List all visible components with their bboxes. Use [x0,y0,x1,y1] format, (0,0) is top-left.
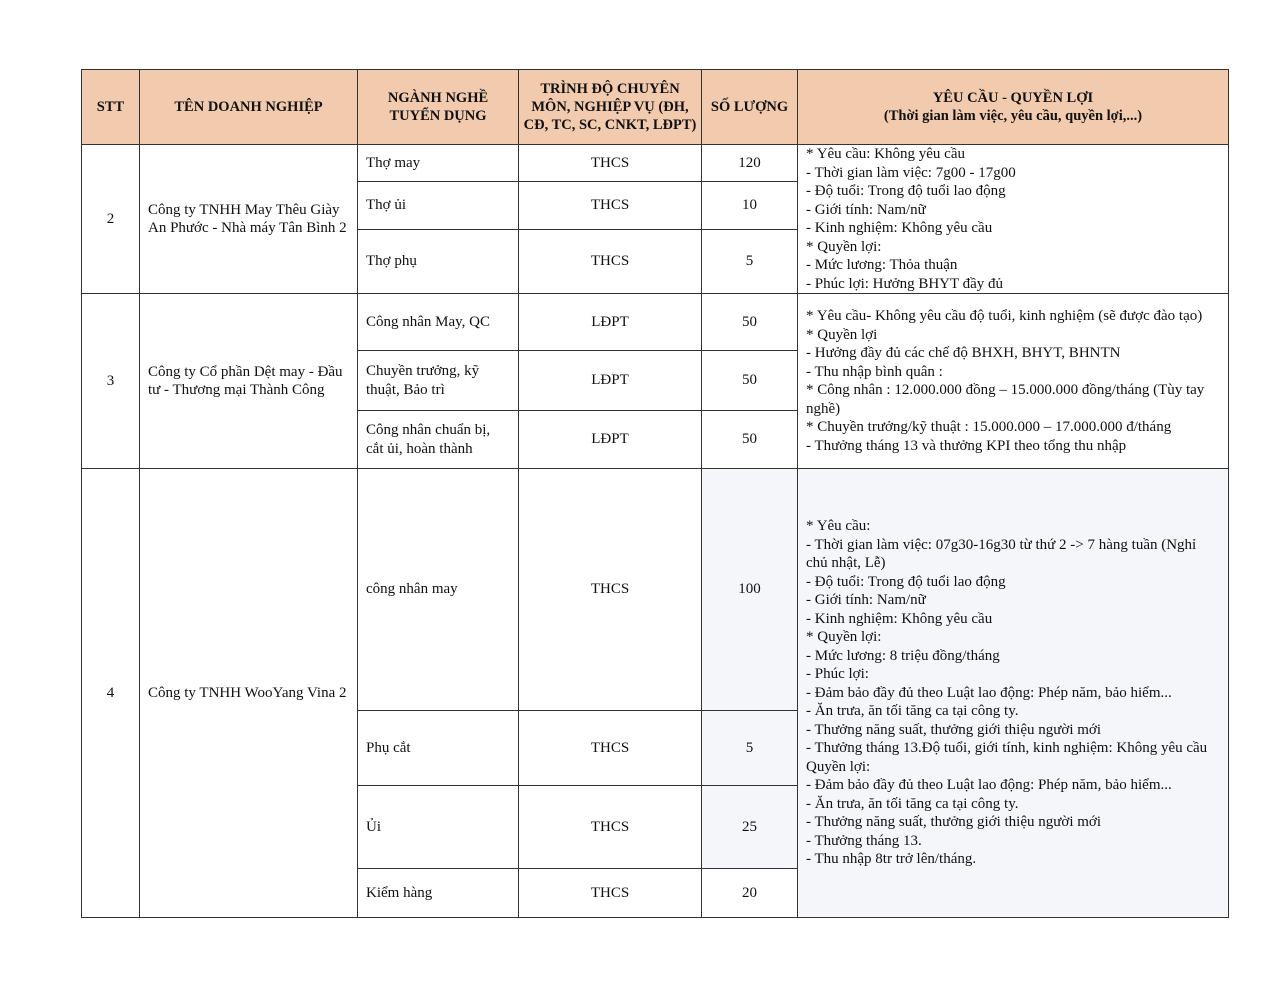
requirements-cell: * Yêu cầu: Không yêu cầu - Thời gian làm việc: 7g00 - 17g00 - Độ tuổi: Trong độ tuổi lao động - Giới tính: Nam/nữ - Kinh nghiệm: Không yêu cầu * Quyền lợi: - Mức lương: Thỏa thuận - Phúc lợi: Hưởng BHYT đầy đủ [798,145,1229,294]
header-requirements-title: YÊU CẦU - QUYỀN LỢI [932,90,1094,106]
occupation-cell: Thợ phụ [358,230,519,294]
quantity-cell: 100 [702,469,798,711]
qualification-cell: THCS [519,230,702,294]
table-row [82,294,1229,351]
quantity-cell: 50 [702,351,798,411]
stt-cell: 4 [82,469,140,918]
occupation-cell: Thợ ủi [358,182,519,230]
occupation-cell: Ủi [358,786,519,869]
table-row [82,145,1229,182]
company-name-cell: Công ty TNHH May Thêu Giày An Phước - Nhà máy Tân Bình 2 [140,145,358,294]
header-quantity: SỐ LƯỢNG [702,70,798,145]
quantity-cell: 50 [702,294,798,351]
occupation-cell: Chuyền trưởng, kỹ thuật, Bảo trì [358,351,519,411]
qualification-cell: THCS [519,182,702,230]
stt-cell: 3 [82,294,140,469]
quantity-cell: 25 [702,786,798,869]
quantity-cell: 50 [702,411,798,469]
qualification-cell: LĐPT [519,351,702,411]
qualification-cell: THCS [519,711,702,786]
occupation-cell: Phụ cắt [358,711,519,786]
header-requirements [798,70,1229,145]
occupation-cell: Công nhân chuẩn bị, cắt ủi, hoàn thành [358,411,519,469]
company-name-cell: Công ty TNHH WooYang Vina 2 [140,469,358,918]
quantity-cell: 20 [702,869,798,918]
job-listing-table [81,69,1229,918]
qualification-cell: THCS [519,786,702,869]
header-qualification: TRÌNH ĐỘ CHUYÊN MÔN, NGHIỆP VỤ (ĐH, CĐ, TC, SC, CNKT, LĐPT) [519,70,702,145]
header-requirements-sub: (Thời gian làm việc, yêu cầu, quyền lợi,...) [883,108,1143,124]
occupation-cell: Công nhân May, QC [358,294,519,351]
qualification-cell: LĐPT [519,294,702,351]
stt-cell: 2 [82,145,140,294]
qualification-cell: LĐPT [519,411,702,469]
requirements-cell: * Yêu cầu: - Thời gian làm việc: 07g30-16g30 từ thứ 2 -> 7 hàng tuần (Nghỉ chủ nhật, Lễ) - Độ tuổi: Trong độ tuổi lao động - Giới tính: Nam/nữ - Kinh nghiệm: Không yêu cầu * Quyền lợi: - Mức lương: 8 triệu đồng/tháng - Phúc lợi: - Đảm bảo đầy đủ theo Luật lao động: Phép năm, bảo hiểm... - Ăn trưa, ăn tối tăng ca tại công ty. - Thưởng năng suất, thưởng giới thiệu người mới - Thưởng tháng 13.Độ tuổi, giới tính, kinh nghiệm: Không yêu cầu Quyền lợi: - Đảm bảo đầy đủ theo Luật lao động: Phép năm, bảo hiểm... - Ăn trưa, ăn tối tăng ca tại công ty. - Thưởng năng suất, thưởng giới thiệu người mới - Thưởng tháng 13. - Thu nhập 8tr trở lên/tháng. [798,469,1229,918]
occupation-cell: công nhân may [358,469,519,711]
header-occupation: NGÀNH NGHỀ TUYỂN DỤNG [358,70,519,145]
qualification-cell: THCS [519,145,702,182]
quantity-cell: 5 [702,711,798,786]
header-stt: STT [82,70,140,145]
quantity-cell: 10 [702,182,798,230]
occupation-cell: Thợ may [358,145,519,182]
qualification-cell: THCS [519,469,702,711]
occupation-cell: Kiểm hàng [358,869,519,918]
qualification-cell: THCS [519,869,702,918]
quantity-cell: 120 [702,145,798,182]
company-name-cell: Công ty Cổ phần Dệt may - Đầu tư - Thương mại Thành Công [140,294,358,469]
requirements-cell: * Yêu cầu- Không yêu cầu độ tuổi, kinh nghiệm (sẽ được đào tạo) * Quyền lợi - Hưởng đầy đủ các chế độ BHXH, BHYT, BHNTN - Thu nhập bình quân : * Công nhân : 12.000.000 đồng – 15.000.000 đồng/tháng (Tùy tay nghề) * Chuyền trưởng/kỹ thuật : 15.000.000 – 17.000.000 đ/tháng - Thưởng tháng 13 và thưởng KPI theo tổng thu nhập [798,294,1229,469]
table-row [82,469,1229,711]
header-company: TÊN DOANH NGHIỆP [140,70,358,145]
quantity-cell: 5 [702,230,798,294]
table-header-row [82,70,1229,145]
